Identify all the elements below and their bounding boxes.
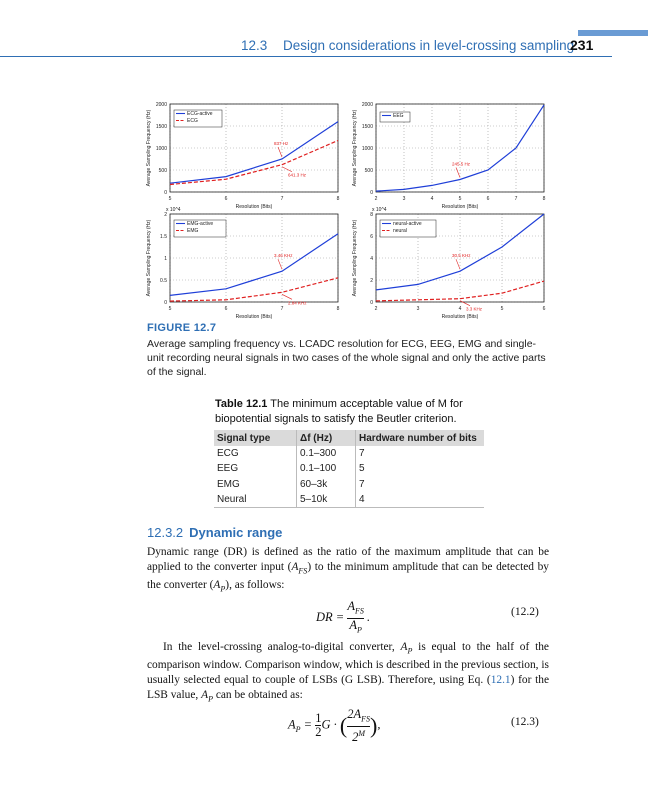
- running-head-title: Design considerations in level-crossing sampling: [283, 38, 575, 53]
- section-title: Dynamic range: [189, 525, 283, 540]
- page-number: 231: [570, 37, 594, 53]
- y-axis-label: Average Sampling Frequency (Hz): [146, 109, 152, 187]
- annotation-label: 3.3 KHz: [466, 306, 483, 312]
- series-line-ecg-active: [170, 122, 338, 184]
- legend-entry: neural: [393, 228, 407, 234]
- y-axis-label: Average Sampling Frequency (Hz): [352, 219, 358, 297]
- y-tick-label: 500: [158, 168, 167, 174]
- x-axis-label: Resolution (Bits): [235, 314, 273, 320]
- annotation-label: 3.46 KHz: [274, 253, 293, 259]
- table-cell: 4: [356, 492, 485, 508]
- x-tick-label: 4: [458, 306, 462, 312]
- annotation-label: 245.5 Hz: [452, 161, 471, 167]
- x-tick-label: 6: [542, 306, 546, 312]
- table-row: [214, 477, 484, 492]
- legend-entry: EEG: [393, 113, 404, 119]
- x-tick-label: 2: [374, 196, 378, 202]
- series-line-neural: [376, 281, 544, 301]
- equation-number: (12.3): [511, 716, 539, 728]
- series-line-emg-active: [170, 234, 338, 296]
- x-tick-label: 3: [416, 306, 420, 312]
- legend-entry: ECG: [187, 118, 198, 124]
- y-tick-label: 1000: [361, 146, 373, 152]
- x-tick-label: 6: [224, 196, 228, 202]
- table-cell: 5–10k: [297, 492, 356, 508]
- annotation-label: 641.3 Hz: [288, 172, 307, 178]
- x-axis-label: Resolution (Bits): [441, 204, 479, 210]
- annotation-label: 30.5 KHz: [452, 253, 471, 259]
- table-cell: 5: [356, 461, 485, 476]
- x-tick-label: 5: [168, 306, 172, 312]
- y-tick-label: 1500: [155, 124, 167, 130]
- table-header-cell: Signal type: [214, 430, 297, 446]
- table-cell: EEG: [217, 463, 239, 475]
- table-row: [214, 461, 484, 476]
- y-tick-label: 2: [164, 212, 167, 218]
- annotation-label: 837 Hz: [274, 141, 289, 146]
- table-caption: [215, 397, 483, 426]
- table-row: [214, 492, 484, 508]
- x-axis-label: Resolution (Bits): [441, 314, 479, 320]
- legend-entry: neural-active: [393, 221, 422, 227]
- x-axis-label: Resolution (Bits): [235, 204, 273, 210]
- equation-dr: DR = $\frac{A_{FS}}{A_P}$ .: [316, 599, 371, 634]
- equation-ap: $A_P$ = $\frac{1}{2}$ G · ( $\frac{2A_{FS}}{2^M}$ ),: [288, 707, 381, 744]
- figure-label: FIGURE 12.7: [147, 322, 217, 334]
- y-tick-label: 0: [370, 190, 373, 196]
- y-tick-label: 0: [164, 190, 167, 196]
- annotation-arrow: [456, 167, 460, 177]
- equation-number: (12.2): [511, 606, 539, 618]
- figure-caption: Average sampling frequency vs. LCADC resolution for ECG, EEG, EMG and single-unit recording neural signals in two cases of the whole signal and only the active parts of the signal.: [147, 338, 546, 378]
- legend-entry: ECG-active: [187, 111, 213, 117]
- x-tick-label: 8: [336, 306, 340, 312]
- annotation-arrow: [460, 301, 470, 306]
- y-tick-label: 2: [370, 278, 373, 284]
- running-head-section-number: 12.3: [241, 38, 268, 53]
- y-tick-label: 2000: [361, 102, 373, 108]
- table-cell: 0.1–100: [297, 461, 356, 476]
- y-tick-label: 8: [370, 212, 373, 218]
- table-header-row: [214, 430, 484, 446]
- table-cell: Neural: [214, 492, 297, 508]
- x-tick-label: 8: [542, 196, 546, 202]
- x-tick-label: 5: [500, 306, 504, 312]
- axis-multiplier: x 10^4: [372, 207, 387, 213]
- section-number: 12.3.2: [147, 525, 184, 540]
- table-caption-text: The minimum acceptable value of M for biopotential signals to satisfy the Beutler criterion.: [215, 398, 463, 425]
- x-tick-label: 7: [514, 196, 518, 202]
- y-tick-label: 1.5: [160, 234, 167, 240]
- x-tick-label: 7: [280, 196, 284, 202]
- series-line-ecg: [170, 141, 338, 185]
- annotation-arrow: [278, 259, 282, 269]
- y-axis-label: Average Sampling Frequency (Hz): [352, 109, 358, 187]
- x-tick-label: 8: [336, 196, 340, 202]
- section-heading: [147, 525, 282, 540]
- y-tick-label: 500: [364, 168, 373, 174]
- x-tick-label: 4: [430, 196, 434, 202]
- x-tick-label: 6: [224, 306, 228, 312]
- table-caption-label: Table 12.1: [215, 398, 268, 410]
- series-line-emg: [170, 278, 338, 301]
- annotation-arrow: [282, 167, 292, 172]
- y-tick-label: 1000: [155, 146, 167, 152]
- legend-entry: EMG: [187, 228, 199, 234]
- legend-entry: EMG-active: [187, 221, 214, 227]
- x-tick-label: 5: [168, 196, 172, 202]
- paragraph-comparison-window: In the level-crossing analog-to-digital converter, $A_P$ is equal to the half of the comparison window. Comparison window, which is described in the previous section, is usually selected equal to couple of LSBs (G LSB). Therefore, using Eq. (12.1) for the LSB value, $A_P$ can be obtained as:: [147, 641, 550, 704]
- table-cell: 7: [356, 477, 485, 492]
- table-cell: 60–3k: [297, 477, 356, 492]
- x-tick-label: 2: [374, 306, 378, 312]
- table-cell: 0.1–300: [297, 446, 356, 461]
- table-cell: ECG: [217, 448, 239, 460]
- table-header-cell: Hardware number of bits: [356, 430, 485, 446]
- y-tick-label: 0.5: [160, 278, 167, 284]
- annotation-label: 2.84 KHz: [288, 300, 307, 306]
- y-tick-label: 1: [164, 256, 167, 262]
- x-tick-label: 7: [280, 306, 284, 312]
- y-tick-label: 0: [164, 300, 167, 306]
- table-cell: 7: [356, 446, 485, 461]
- axis-multiplier: x 10^4: [166, 207, 181, 213]
- x-tick-label: 3: [402, 196, 406, 202]
- paragraph-dynamic-range: Dynamic range (DR) is defined as the ratio of the maximum amplitude that can be applied to the converter input $(A_{FS})$ to the minimum amplitude that can be detected by the converter $(A_P)$, as follows:: [147, 546, 549, 594]
- bits-table: [214, 430, 484, 508]
- y-tick-label: 2000: [155, 102, 167, 108]
- annotation-arrow: [456, 259, 460, 269]
- x-tick-label: 5: [458, 196, 462, 202]
- figure-12-7: [0, 0, 648, 320]
- y-tick-label: 1500: [361, 124, 373, 130]
- y-tick-label: 4: [370, 256, 373, 262]
- table-cell: EMG: [217, 478, 240, 490]
- y-tick-label: 6: [370, 234, 373, 240]
- annotation-arrow: [282, 294, 292, 299]
- x-tick-label: 6: [486, 196, 490, 202]
- table-row: [214, 446, 484, 461]
- y-tick-label: 0: [370, 300, 373, 306]
- y-axis-label: Average Sampling Frequency (Hz): [146, 219, 152, 297]
- annotation-arrow: [278, 147, 282, 157]
- table-header-cell: Δf (Hz): [297, 430, 356, 446]
